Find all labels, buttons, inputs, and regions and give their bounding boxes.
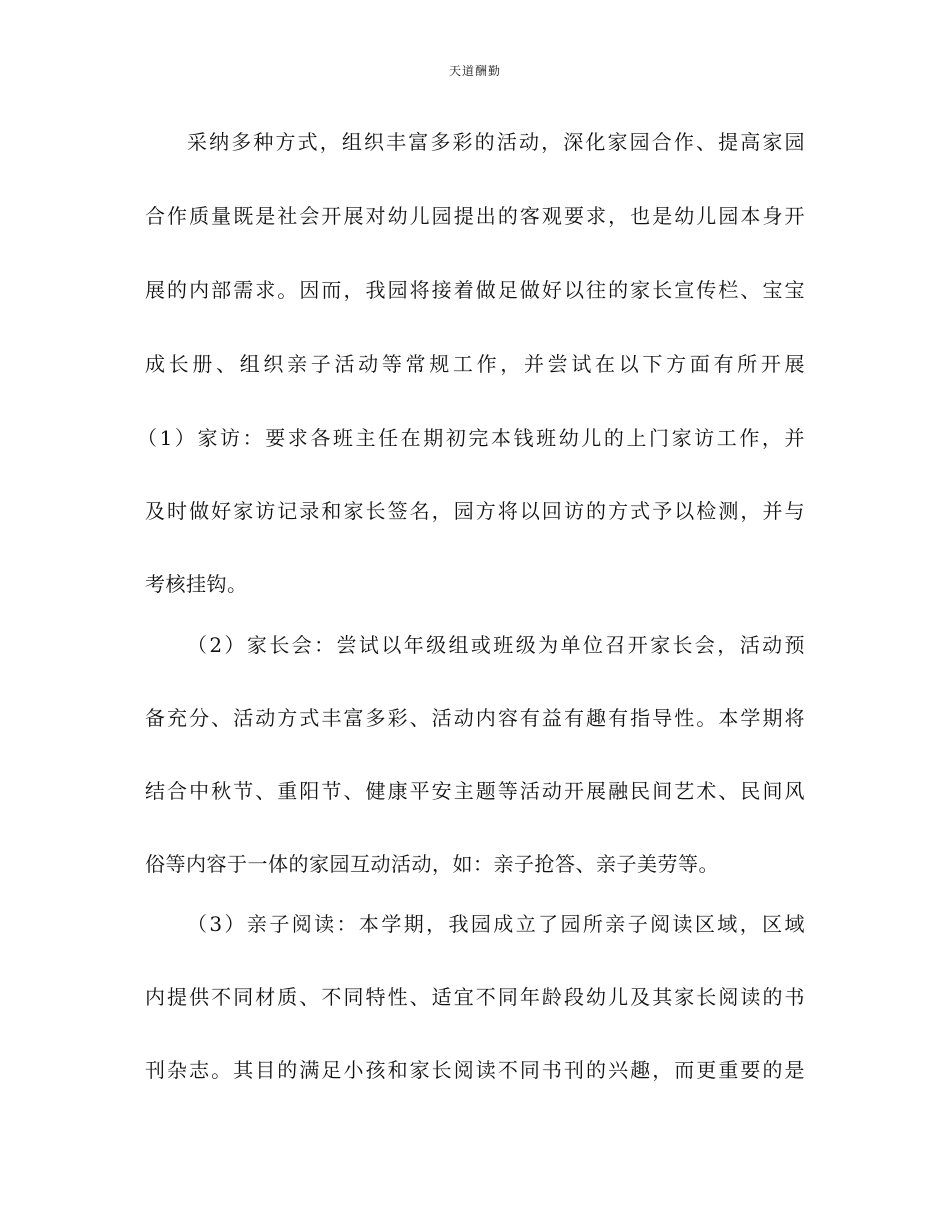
paragraph-line: 成长册、组织亲子活动等常规工作，并尝试在以下方面有所开展 [145,352,805,376]
paragraph-line: 备充分、活动方式丰富多彩、活动内容有益有趣有指导性。本学期将 [145,706,805,730]
paragraph-line: （2）家长会：尝试以年级组或班级为单位召开家长会，活动预 [187,633,805,657]
paragraph-line: （3）亲子阅读：本学期，我园成立了园所亲子阅读区域，区域 [187,912,805,936]
paragraph-line: 考核挂钩。 [145,572,248,596]
paragraph-line: 采纳多种方式，组织丰富多彩的活动，深化家园合作、提高家园 [187,130,805,154]
paragraph-line: 及时做好家访记录和家长签名，园方将以回访的方式予以检测，并与 [145,499,805,523]
paragraph-line: 展的内部需求。因而，我园将接着做足做好以往的家长宣传栏、宝宝 [145,278,805,302]
paragraph-line: 结合中秋节、重阳节、健康平安主题等活动开展融民间艺术、民间风 [145,779,805,803]
paragraph-line: 内提供不同材质、不同特性、适宜不同年龄段幼儿及其家长阅读的书 [145,985,805,1009]
paragraph-line: （1）家访：要求各班主任在期初完本钱班幼儿的上门家访工作，并 [137,426,805,450]
paragraph-line: 合作质量既是社会开展对幼儿园提出的客观要求，也是幼儿园本身开 [145,204,805,228]
page-header: 天道酬勤 [448,64,501,78]
paragraph-line: 俗等内容于一体的家园互动活动，如：亲子抢答、亲子美劳等。 [145,852,719,876]
paragraph-line: 刊杂志。其目的满足小孩和家长阅读不同书刊的兴趣，而更重要的是 [145,1058,805,1082]
